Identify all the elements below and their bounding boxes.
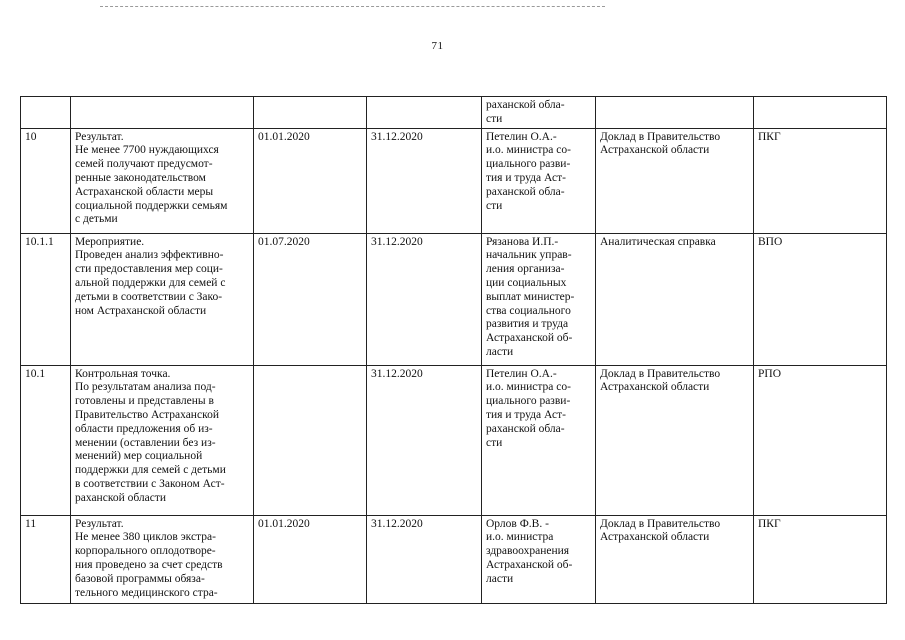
cell-responsible-line: раханской обла- bbox=[486, 185, 565, 198]
cell-responsible-line: и.о. министра со- bbox=[486, 381, 571, 394]
cell-number: 11 bbox=[21, 515, 71, 603]
cell-description-line: менении (оставлении без из- bbox=[75, 436, 216, 449]
cell-document-line: Доклад в Правительство bbox=[600, 130, 721, 143]
table-row bbox=[21, 97, 887, 129]
cell-description-line: сти предоставления мер соци- bbox=[75, 263, 223, 276]
cell-responsible-line: выплат министер- bbox=[486, 290, 575, 303]
cell-responsible-line: здравоохранения bbox=[486, 545, 570, 558]
cell-number bbox=[21, 97, 71, 129]
page-number: 71 bbox=[431, 40, 444, 52]
cell-responsible bbox=[482, 515, 596, 603]
cell-description bbox=[71, 233, 254, 365]
plan-table-body bbox=[21, 97, 887, 604]
cell-level: РПО bbox=[754, 365, 887, 515]
cell-description-line: Результат. bbox=[75, 517, 124, 530]
cell-description-line: семей получают предусмот- bbox=[75, 158, 213, 171]
cell-document-line: Астраханской области bbox=[600, 531, 710, 544]
table-row bbox=[21, 128, 887, 233]
cell-responsible-line: раханской обла- bbox=[486, 422, 565, 435]
cell-responsible-line: ства социального bbox=[486, 304, 571, 317]
cell-number: 10.1 bbox=[21, 365, 71, 515]
cell-document-line: Доклад в Правительство bbox=[600, 367, 721, 380]
cell-document bbox=[596, 365, 754, 515]
cell-description-line: менений) мер социальной bbox=[75, 450, 203, 463]
cell-start-date bbox=[254, 365, 367, 515]
cell-description-line: ном Астраханской области bbox=[75, 304, 207, 317]
cell-responsible-line: начальник управ- bbox=[486, 249, 572, 262]
cell-end-date: 31.12.2020 bbox=[367, 233, 482, 365]
cell-responsible bbox=[482, 97, 596, 129]
cell-start-date: 01.01.2020 bbox=[254, 515, 367, 603]
cell-document-line: Доклад в Правительство bbox=[600, 517, 721, 530]
cell-responsible-line: сти bbox=[486, 436, 503, 449]
cell-responsible bbox=[482, 128, 596, 233]
cell-responsible-line: циального разви- bbox=[486, 395, 571, 408]
cell-description-line: поддержки для семей с детьми bbox=[75, 464, 226, 477]
cell-document-line: Аналитическая справка bbox=[600, 235, 716, 248]
cell-end-date: 31.12.2020 bbox=[367, 365, 482, 515]
cell-document bbox=[596, 233, 754, 365]
cell-responsible-line: Орлов Ф.В. - bbox=[486, 517, 549, 530]
cell-responsible-line: ласти bbox=[486, 345, 514, 358]
cell-description-line: альной поддержки для семей с bbox=[75, 276, 226, 289]
cell-description-line: ренные законодательством bbox=[75, 171, 206, 184]
plan-table bbox=[20, 96, 887, 604]
table-row bbox=[21, 233, 887, 365]
cell-description-line: Не менее 7700 нуждающихся bbox=[75, 144, 219, 157]
cell-description-line: Правительство Астраханской bbox=[75, 408, 219, 421]
cell-description-line: Астраханской области меры bbox=[75, 185, 214, 198]
cell-responsible-line: и.о. министра со- bbox=[486, 144, 571, 157]
cell-level bbox=[754, 97, 887, 129]
cell-start-date: 01.01.2020 bbox=[254, 128, 367, 233]
cell-description-line: социальной поддержки семьям bbox=[75, 199, 228, 212]
cell-responsible-line: ласти bbox=[486, 572, 514, 585]
cell-document-line: Астраханской области bbox=[600, 381, 710, 394]
table-row bbox=[21, 365, 887, 515]
cell-responsible bbox=[482, 365, 596, 515]
cell-responsible-line: и.о. министра bbox=[486, 531, 554, 544]
cell-document bbox=[596, 515, 754, 603]
cell-document bbox=[596, 97, 754, 129]
cell-responsible-line: тия и труда Аст- bbox=[486, 408, 566, 421]
cell-description bbox=[71, 97, 254, 129]
cell-responsible-line: Петелин О.А.- bbox=[486, 367, 557, 380]
cell-description bbox=[71, 515, 254, 603]
cell-responsible-line: развития и труда bbox=[486, 318, 569, 331]
cell-end-date: 31.12.2020 bbox=[367, 515, 482, 603]
cell-responsible bbox=[482, 233, 596, 365]
table-row bbox=[21, 515, 887, 603]
cell-description-line: По результатам анализа под- bbox=[75, 381, 216, 394]
cell-number: 10 bbox=[21, 128, 71, 233]
cell-description-line: тельного медицинского стра- bbox=[75, 586, 218, 599]
cell-description-line: Проведен анализ эффективно- bbox=[75, 249, 224, 262]
cell-description-line: с детьми bbox=[75, 213, 118, 226]
cell-start-date: 01.07.2020 bbox=[254, 233, 367, 365]
cell-responsible-line: Рязанова И.П.- bbox=[486, 235, 559, 248]
cell-description-line: ния проведено за счет средств bbox=[75, 558, 223, 571]
cell-end-date bbox=[367, 97, 482, 129]
cell-description-line: корпорального оплодотворе- bbox=[75, 545, 216, 558]
cell-description-line: в соответствии с Законом Аст- bbox=[75, 477, 225, 490]
cell-responsible-line: раханской обла- bbox=[486, 99, 565, 111]
cell-description-line: области предложения об из- bbox=[75, 422, 213, 435]
cell-level: ПКГ bbox=[754, 515, 887, 603]
cell-number: 10.1.1 bbox=[21, 233, 71, 365]
cell-description-line: готовлены и представлены в bbox=[75, 395, 214, 408]
cell-responsible-line: тия и труда Аст- bbox=[486, 171, 566, 184]
cell-responsible-line: циального разви- bbox=[486, 158, 571, 171]
cell-responsible-line: ции социальных bbox=[486, 276, 567, 289]
cell-description-line: детьми в соответствии с Зако- bbox=[75, 290, 223, 303]
cell-description-line: Контрольная точка. bbox=[75, 367, 171, 380]
cell-description bbox=[71, 365, 254, 515]
cell-description bbox=[71, 128, 254, 233]
cell-end-date: 31.12.2020 bbox=[367, 128, 482, 233]
cell-responsible-line: ления организа- bbox=[486, 263, 565, 276]
cell-description-line: Мероприятие. bbox=[75, 235, 145, 248]
cell-document-line: Астраханской области bbox=[600, 144, 710, 157]
cell-responsible-line: Астраханской об- bbox=[486, 332, 573, 345]
cell-start-date bbox=[254, 97, 367, 129]
cell-document bbox=[596, 128, 754, 233]
cell-description-line: Результат. bbox=[75, 130, 124, 143]
cell-level: ПКГ bbox=[754, 128, 887, 233]
cell-responsible-line: Астраханской об- bbox=[486, 558, 573, 571]
cell-description-line: Не менее 380 циклов экстра- bbox=[75, 531, 216, 544]
scan-top-edge-line bbox=[100, 6, 605, 7]
cell-level: ВПО bbox=[754, 233, 887, 365]
cell-description-line: базовой программы обяза- bbox=[75, 572, 205, 585]
cell-description-line: раханской области bbox=[75, 491, 167, 504]
cell-responsible-line: сти bbox=[486, 199, 503, 212]
cell-responsible-line: сти bbox=[486, 112, 503, 125]
cell-responsible-line: Петелин О.А.- bbox=[486, 130, 557, 143]
